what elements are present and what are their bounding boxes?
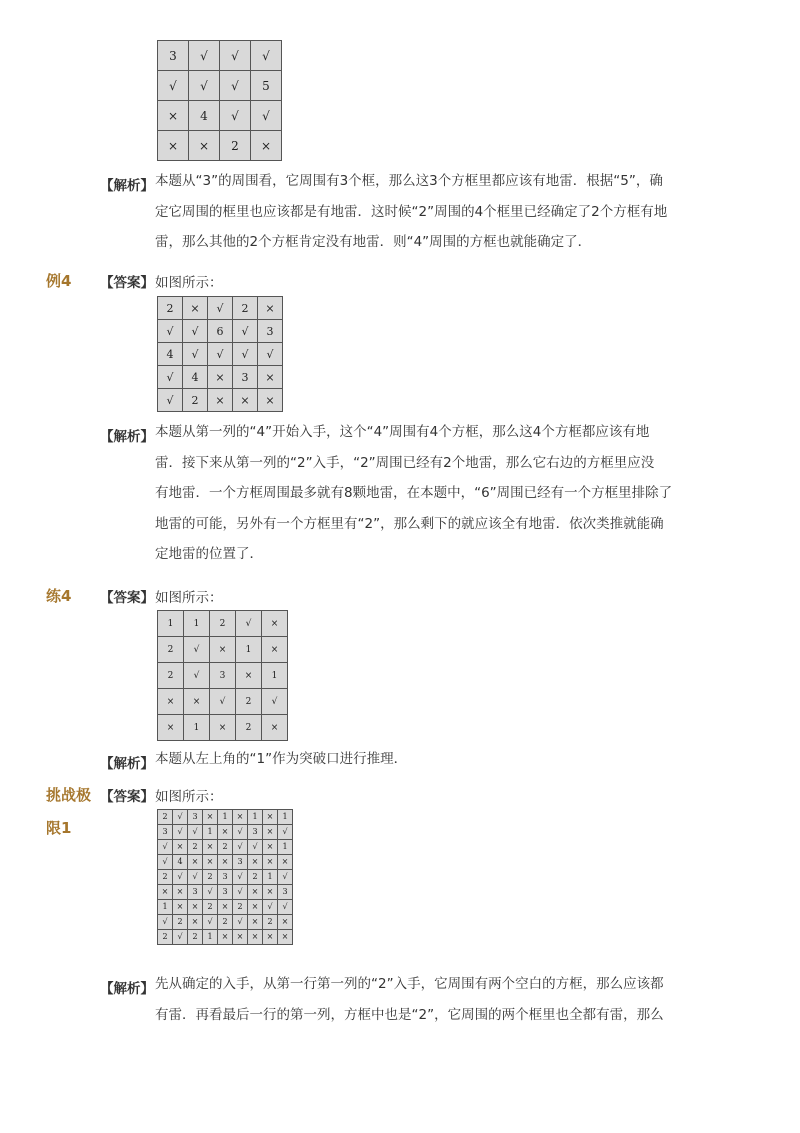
paragraph-line: 有雷．再看最后一行的第一列，方框中也是“2”，它周围的两个框里也全都有雷，那么 [155, 1006, 664, 1023]
grid-cell: √ [183, 343, 208, 366]
grid-cell: × [218, 855, 233, 870]
grid-cell: × [263, 885, 278, 900]
grid-cell: √ [233, 885, 248, 900]
grid-cell: × [278, 930, 293, 945]
paragraph-line: 雷．接下来从第一列的“2”入手，“2”周围已经有2个地雷，那么它右边的方框里应没 [155, 454, 655, 471]
example-4-analysis [155, 417, 672, 570]
grid-cell: × [258, 297, 283, 320]
grid-cell: 1 [278, 840, 293, 855]
grid-cell: × [262, 611, 288, 637]
grid-cell: 2 [158, 810, 173, 825]
grid-cell: √ [158, 915, 173, 930]
grid-cell: √ [158, 320, 183, 343]
example-4-label: 例4 [46, 272, 72, 290]
as-shown-text: 如图所示： [155, 590, 223, 606]
grid-cell: √ [158, 840, 173, 855]
grid-cell: √ [208, 297, 233, 320]
grid-cell: × [233, 810, 248, 825]
answer-tag: 【答案】 [100, 590, 154, 606]
grid-cell: × [262, 637, 288, 663]
grid-row [158, 389, 283, 412]
grid-row [158, 131, 282, 161]
grid-cell: × [173, 885, 188, 900]
grid-row [158, 71, 282, 101]
grid-cell: × [218, 930, 233, 945]
grid-row [158, 41, 282, 71]
grid-cell: √ [233, 320, 258, 343]
paragraph-line: 雷，那么其他的2个方框肯定没有地雷．则“4”周围的方框也就能确定了． [155, 234, 592, 250]
grid-cell: √ [158, 389, 183, 412]
grid-cell: √ [173, 870, 188, 885]
grid-row [158, 611, 288, 637]
grid-cell: √ [220, 101, 251, 131]
grid-cell: √ [158, 855, 173, 870]
grid-cell: √ [220, 71, 251, 101]
grid-cell: × [248, 915, 263, 930]
grid-cell: 6 [208, 320, 233, 343]
paragraph-line: 定地雷的位置了． [155, 546, 263, 562]
grid-row [158, 297, 283, 320]
grid-cell: 3 [158, 825, 173, 840]
grid-cell: 4 [183, 366, 208, 389]
grid-cell: 3 [233, 366, 258, 389]
grid-cell: 3 [188, 810, 203, 825]
grid-cell: √ [188, 825, 203, 840]
grid-cell: × [233, 389, 258, 412]
grid-cell: 3 [218, 885, 233, 900]
grid-cell: × [158, 131, 189, 161]
grid-cell: √ [258, 343, 283, 366]
grid-cell: √ [278, 870, 293, 885]
grid-cell: 1 [218, 810, 233, 825]
grid-row [158, 855, 293, 870]
grid-cell: √ [189, 71, 220, 101]
grid-cell: 1 [184, 611, 210, 637]
example-4-grid [157, 296, 283, 412]
grid-cell: √ [233, 343, 258, 366]
grid-cell: 1 [158, 611, 184, 637]
analysis-tag: 【解析】 [100, 981, 154, 997]
grid-cell: × [183, 297, 208, 320]
grid-cell: 2 [158, 930, 173, 945]
grid-row [158, 343, 283, 366]
grid-cell: 1 [248, 810, 263, 825]
as-shown-text: 如图所示： [155, 789, 223, 805]
grid-cell: × [188, 915, 203, 930]
grid-cell: × [188, 900, 203, 915]
practice-4-grid [157, 610, 288, 741]
grid-cell: × [158, 715, 184, 741]
grid-cell: 2 [203, 870, 218, 885]
grid-cell: 1 [203, 930, 218, 945]
grid-cell: 1 [262, 663, 288, 689]
analysis-tag: 【解析】 [100, 178, 154, 194]
grid-cell: √ [278, 825, 293, 840]
grid-cell: 2 [183, 389, 208, 412]
grid-cell: × [173, 900, 188, 915]
grid-cell: 1 [158, 900, 173, 915]
grid-cell: 2 [220, 131, 251, 161]
grid-cell: 3 [233, 855, 248, 870]
grid-cell: 2 [158, 870, 173, 885]
grid-cell: 2 [236, 689, 262, 715]
grid-cell: √ [184, 637, 210, 663]
grid-cell: √ [233, 870, 248, 885]
grid-cell: √ [203, 885, 218, 900]
grid-cell: × [263, 840, 278, 855]
answer-tag: 【答案】 [100, 789, 154, 805]
grid-row [158, 366, 283, 389]
grid-cell: × [218, 825, 233, 840]
grid-cell: √ [233, 825, 248, 840]
grid-cell: × [158, 101, 189, 131]
grid-cell: 4 [189, 101, 220, 131]
grid-cell: 2 [248, 870, 263, 885]
paragraph-line: 地雷的可能，另外有一个方框里有“2”，那么剩下的就应该全有地雷．依次类推就能确 [155, 515, 664, 532]
challenge-label-line2: 限1 [46, 819, 72, 837]
grid-cell: 2 [188, 840, 203, 855]
grid-cell: × [263, 930, 278, 945]
grid-cell: √ [220, 41, 251, 71]
grid-cell: √ [184, 663, 210, 689]
grid-cell: √ [158, 366, 183, 389]
grid-row [158, 900, 293, 915]
grid-cell: 4 [158, 343, 183, 366]
grid-cell: √ [233, 840, 248, 855]
grid-cell: 2 [210, 611, 236, 637]
grid-cell: × [158, 885, 173, 900]
grid-cell: √ [248, 840, 263, 855]
grid-cell: 2 [188, 930, 203, 945]
grid-cell: × [248, 900, 263, 915]
grid-cell: 5 [251, 71, 282, 101]
grid-cell: √ [158, 71, 189, 101]
grid-cell: √ [263, 900, 278, 915]
grid-cell: 2 [218, 915, 233, 930]
practice-4-label: 练4 [46, 587, 72, 605]
grid-row [158, 810, 293, 825]
challenge-grid [157, 809, 293, 945]
grid-cell: 3 [210, 663, 236, 689]
grid-cell: × [263, 810, 278, 825]
grid-row [158, 885, 293, 900]
grid-cell: √ [233, 915, 248, 930]
grid-cell: 2 [218, 840, 233, 855]
grid-cell: 1 [184, 715, 210, 741]
grid-cell: × [251, 131, 282, 161]
analysis-tag: 【解析】 [100, 429, 154, 445]
grid-cell: 2 [233, 900, 248, 915]
grid-cell: × [248, 930, 263, 945]
grid-cell: × [184, 689, 210, 715]
paragraph-line: 本题从左上角的“1”作为突破口进行推理． [155, 751, 408, 767]
grid-cell: 2 [173, 915, 188, 930]
paragraph-line: 定它周围的框里也应该都是有地雷．这时候“2”周围的4个框里已经确定了2个方框有地 [155, 203, 668, 220]
grid-cell: × [263, 825, 278, 840]
grid-cell: √ [251, 101, 282, 131]
grid-cell: × [189, 131, 220, 161]
grid-cell: × [248, 855, 263, 870]
grid-cell: √ [188, 870, 203, 885]
grid-cell: √ [173, 930, 188, 945]
grid-cell: 3 [188, 885, 203, 900]
grid-cell: √ [203, 915, 218, 930]
grid-cell: 2 [158, 297, 183, 320]
paragraph-line: 本题从第一列的“4”开始入手，这个“4”周围有4个方框，那么这4个方框都应该有地 [155, 424, 650, 440]
grid-cell: 1 [263, 870, 278, 885]
grid-cell: 2 [158, 663, 184, 689]
practice-4-analysis [155, 744, 407, 775]
grid-row [158, 320, 283, 343]
grid-cell: × [173, 840, 188, 855]
paragraph-line: 先从确定的入手，从第一行第一列的“2”入手，它周围有两个空白的方框，那么应该都 [155, 976, 664, 992]
grid-cell: 1 [203, 825, 218, 840]
challenge-analysis [155, 969, 664, 1030]
grid-cell: × [203, 855, 218, 870]
grid-row [158, 840, 293, 855]
grid-cell: × [278, 915, 293, 930]
grid-cell: √ [251, 41, 282, 71]
grid-cell: × [218, 900, 233, 915]
grid-cell: 1 [236, 637, 262, 663]
grid-row [158, 715, 288, 741]
grid-cell: 3 [278, 885, 293, 900]
grid-cell: √ [189, 41, 220, 71]
grid-cell: 2 [263, 915, 278, 930]
grid-cell: × [210, 715, 236, 741]
grid-row [158, 637, 288, 663]
grid-cell: 3 [248, 825, 263, 840]
grid-row [158, 930, 293, 945]
grid-cell: × [203, 840, 218, 855]
grid-cell: √ [173, 810, 188, 825]
grid-cell: × [203, 810, 218, 825]
grid-cell: 2 [203, 900, 218, 915]
grid-row [158, 915, 293, 930]
grid-cell: 2 [158, 637, 184, 663]
grid-cell: × [278, 855, 293, 870]
grid-row [158, 663, 288, 689]
top-analysis [155, 166, 667, 258]
grid-cell: × [262, 715, 288, 741]
challenge-label-line1: 挑战极 [46, 786, 92, 804]
as-shown-text: 如图所示： [155, 275, 223, 291]
grid-cell: 3 [158, 41, 189, 71]
analysis-tag: 【解析】 [100, 756, 154, 772]
grid-cell: √ [210, 689, 236, 715]
grid-cell: × [158, 689, 184, 715]
grid-row [158, 870, 293, 885]
paragraph-line: 有地雷．一个方框周围最多就有8颗地雷，在本题中，“6”周围已经有一个方框里排除了 [155, 485, 673, 501]
grid-cell: 1 [278, 810, 293, 825]
grid-cell: 3 [218, 870, 233, 885]
grid-cell: 2 [233, 297, 258, 320]
grid-cell: 4 [173, 855, 188, 870]
grid-cell: 3 [258, 320, 283, 343]
grid-cell: × [188, 855, 203, 870]
grid-cell: × [258, 389, 283, 412]
grid-cell: √ [173, 825, 188, 840]
grid-row [158, 825, 293, 840]
top-grid [157, 40, 282, 161]
grid-row [158, 101, 282, 131]
grid-row [158, 689, 288, 715]
paragraph-line: 本题从“3”的周围看，它周围有3个框，那么这3个方框里都应该有地雷．根据“5”，确 [155, 173, 663, 189]
grid-cell: √ [183, 320, 208, 343]
grid-cell: √ [236, 611, 262, 637]
grid-cell: √ [262, 689, 288, 715]
grid-cell: × [258, 366, 283, 389]
grid-cell: × [236, 663, 262, 689]
grid-cell: × [208, 389, 233, 412]
grid-cell: √ [208, 343, 233, 366]
grid-cell: × [210, 637, 236, 663]
grid-cell: × [233, 930, 248, 945]
grid-cell: × [248, 885, 263, 900]
grid-cell: × [263, 855, 278, 870]
grid-cell: √ [278, 900, 293, 915]
grid-cell: × [208, 366, 233, 389]
answer-tag: 【答案】 [100, 275, 154, 291]
grid-cell: 2 [236, 715, 262, 741]
